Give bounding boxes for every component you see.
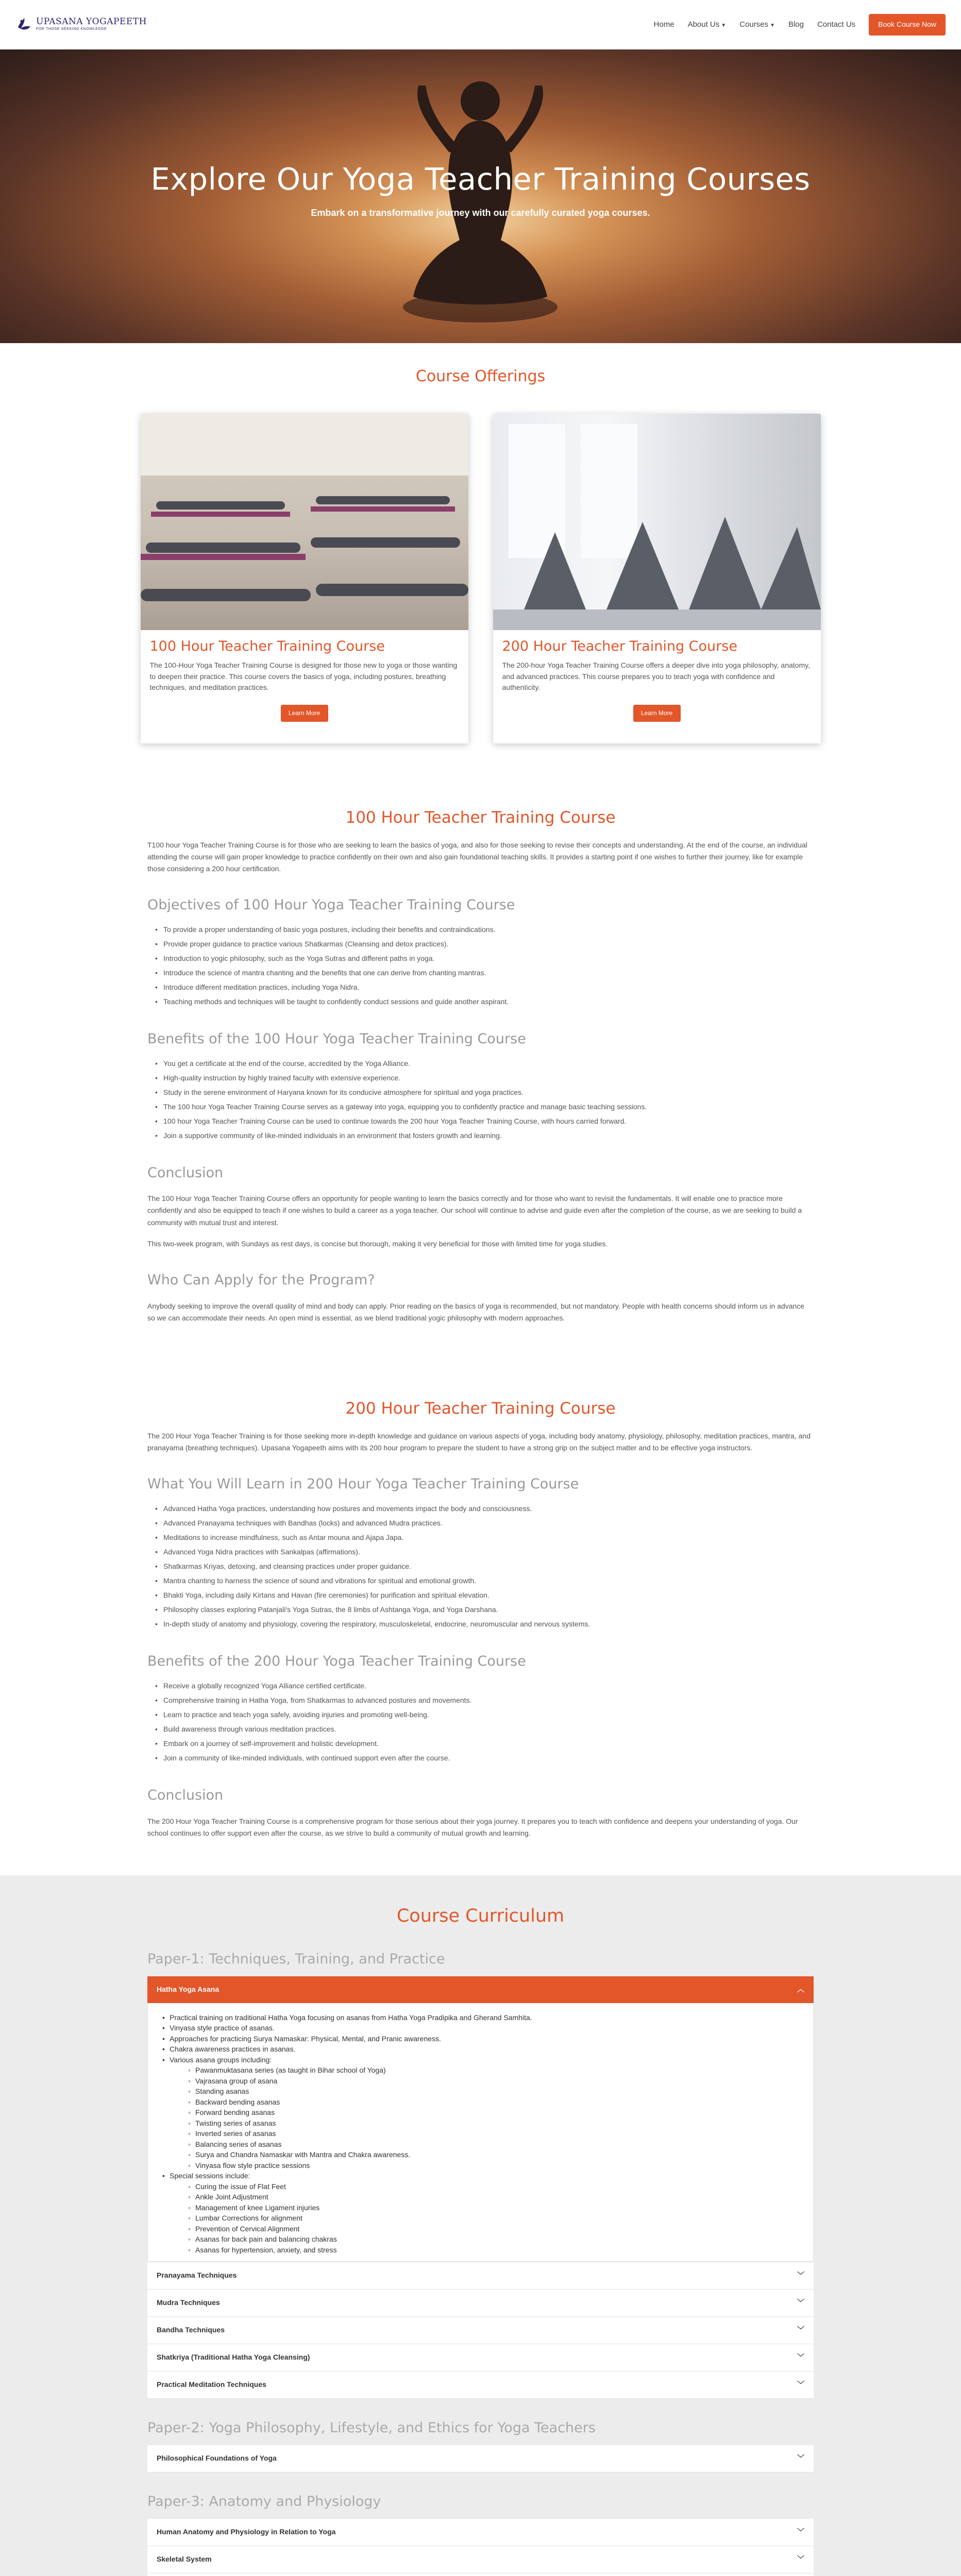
list-item: • Join a supportive community of like-minded individuals in an environment that fosters growth and learning. [155, 1128, 814, 1143]
accordion-label: Philosophical Foundations of Yoga [157, 2454, 277, 2463]
paper-3-title: Paper-3: Anatomy and Physiology [147, 2494, 381, 2510]
list-item: ◦ Pawanmuktasana series (as taught in Bihar school of Yoga) [188, 2065, 799, 2076]
list-item: • Provide proper guidance to practice various Shatkarmas (Cleansing and detox practices). [155, 937, 814, 951]
accordion-label: Practical Meditation Techniques [157, 2380, 266, 2389]
accordion-label: Human Anatomy and Physiology in Relation to Yoga [157, 2528, 336, 2536]
chevron-down-icon: ﹀ [797, 2298, 804, 2307]
accordion-header[interactable] [147, 2445, 814, 2472]
accordion-item [147, 2519, 814, 2546]
learn-200-list [147, 1501, 814, 1631]
chevron-down-icon: ﹀ [797, 2271, 804, 2280]
accordion-label: Mudra Techniques [157, 2298, 220, 2307]
accordion-header[interactable] [147, 2262, 814, 2289]
list-item: • Bhakti Yoga, including daily Kirtans and Havan (fire ceremonies) for purification and spiritual elevation. [155, 1588, 814, 1602]
accordion-header[interactable] [147, 2573, 814, 2576]
card-200-title: 200 Hour Teacher Training Course [502, 638, 737, 654]
list-item: • Chakra awareness practices in asanas. [162, 2044, 799, 2055]
list-item: • Advanced Hatha Yoga practices, understanding how postures and movements impact the body and consciousness. [155, 1501, 814, 1516]
list-item: ◦ Backward bending asanas [188, 2097, 799, 2108]
site-header [0, 0, 961, 49]
list-item: ◦ Management of knee Ligament injuries [188, 2202, 799, 2213]
accordion-item [147, 2371, 814, 2399]
list-item: • Mantra chanting to harness the science of sound and vibrations for spiritual and emotional growth. [155, 1573, 814, 1588]
accordion-item [147, 2573, 814, 2576]
list-item [162, 2171, 799, 2255]
chevron-down-icon: ﹀ [797, 2353, 804, 2362]
curriculum-title: Course Curriculum [396, 1905, 565, 1926]
list-item: • Advanced Yoga Nidra practices with Sankalpas (affirmations). [155, 1545, 814, 1559]
accordion-hatha-yoga-asana [147, 1976, 814, 2263]
list-item: • In-depth study of anatomy and physiology, covering the respiratory, musculoskeletal, endocrine, neuromuscular and nervous systems. [155, 1617, 814, 1631]
course-100-section [147, 805, 814, 1324]
savasana-class-image [141, 414, 468, 630]
list-item: • Learn to practice and teach yoga safely, avoiding injuries and promoting well-being. [155, 1707, 814, 1722]
accordion-header[interactable] [147, 2546, 814, 2573]
benefits-200-list [147, 1679, 814, 1765]
course-200-intro: The 200 Hour Yoga Teacher Training is for those seeking more in-depth knowledge and guidance on various aspects of yoga, including body anatomy, physiology, philosophy, meditation practices, mantra, and pranayama (breathing techniques). Upasana Yogapeeth aims with its 200 hour program to prepare the student to have a strong grip on the subject matter and to be effective yoga instructors. [147, 1431, 811, 1452]
list-item: • You get a certificate at the end of the course, accredited by the Yoga Alliance. [155, 1056, 814, 1071]
list-item: ◦ Forward bending asanas [188, 2107, 799, 2118]
list-item-label: Special sessions include: [170, 2172, 250, 2180]
list-item: • The 100 hour Yoga Teacher Training Course serves as a gateway into yoga, equipping you to confidently practice and manage basic teaching sessions. [155, 1099, 814, 1114]
chevron-down-icon: ﹀ [797, 2326, 804, 2334]
list-item: ◦ Vinyasa flow style practice sessions [188, 2160, 799, 2171]
list-item: • Vinyasa style practice of asanas. [162, 2023, 799, 2033]
nav-courses-label: Courses [739, 20, 769, 29]
list-item: • Introduce the science of mantra chanting and the benefits that one can derive from chanting mantras. [155, 965, 814, 980]
paper-1-title: Paper-1: Techniques, Training, and Practice [147, 1951, 445, 1967]
accordion-item [147, 2290, 814, 2317]
accordion-label: Shatkriya (Traditional Hatha Yoga Cleansing) [157, 2353, 310, 2362]
conclusion-100-title: Conclusion [147, 1164, 224, 1181]
list-item: • Meditations to increase mindfulness, such as Antar mouna and Ajapa Japa. [155, 1530, 814, 1545]
objectives-list [147, 922, 814, 1009]
card-100-title: 100 Hour Teacher Training Course [149, 638, 385, 654]
accordion-label: Pranayama Techniques [157, 2271, 237, 2280]
learn-200-title: What You Will Learn in 200 Hour Yoga Teacher Training Course [147, 1476, 579, 1492]
accordion-label: Bandha Techniques [157, 2326, 225, 2334]
accordion-content [147, 2003, 814, 2262]
list-item: • High-quality instruction by highly trained faculty with extensive experience. [155, 1071, 814, 1085]
accordion-header[interactable] [147, 2317, 814, 2344]
logo-name: UPASANA YOGAPEETH [36, 16, 147, 27]
nav-contact-us[interactable]: Contact Us [817, 20, 856, 29]
course-card-100 [141, 414, 468, 743]
learn-more-100-button[interactable]: Learn More [281, 705, 328, 722]
list-item: • Introduce different meditation practices, including Yoga Nidra. [155, 980, 814, 994]
nav-about-label: About Us [687, 20, 720, 29]
accordion-header[interactable] [147, 2344, 814, 2371]
course-offerings-section [0, 343, 961, 743]
list-item: • Introduction to yogic philosophy, such as the Yoga Sutras and different paths in yoga. [155, 951, 814, 965]
hero-title: Explore Our Yoga Teacher Training Courses [150, 161, 811, 197]
accordion-item [147, 2262, 814, 2290]
chevron-down-icon: ﹀ [797, 2380, 804, 2389]
chevron-down-icon: ﹀ [797, 2528, 804, 2536]
learn-more-200-button[interactable]: Learn More [633, 705, 681, 722]
conclusion-100-text: The 100 Hour Yoga Teacher Training Course offers an opportunity for people wanting to learn the basics correctly and for those who want to revisit the fundamentals. It will enable one to practice more confidently and also be equipped to teach if one wishes to build a career as a yoga teacher. Our school will continue to advise and guide even after the completion of the course, as we are seeking to build a community with mutual trust and interest. [147, 1194, 802, 1227]
hero-subtitle: Embark on a transformative journey with our carefully curated yoga courses. [311, 207, 650, 218]
accordion-item [147, 2344, 814, 2371]
who-can-apply-title: Who Can Apply for the Program? [147, 1272, 375, 1288]
list-item-label: Various asana groups including: [170, 2055, 272, 2064]
course-100-title: 100 Hour Teacher Training Course [345, 808, 616, 827]
hero-banner [0, 49, 961, 343]
list-item: ◦ Curing the issue of Flat Feet [188, 2181, 799, 2192]
nav-home[interactable]: Home [653, 20, 675, 29]
accordion-header[interactable] [147, 2519, 814, 2546]
benefits-100-title: Benefits of the 100 Hour Yoga Teacher Training Course [147, 1030, 526, 1047]
nav-courses[interactable] [739, 19, 775, 30]
list-item: • Teaching methods and techniques will be taught to confidently conduct sessions and guide another aspirant. [155, 994, 814, 1009]
offerings-title: Course Offerings [415, 367, 546, 385]
course-100-intro: T100 hour Yoga Teacher Training Course is for those who are seeking to learn the basics of yoga, and also for those seeking to revise their concepts and understanding. At the end of the course, an individual attending the course will gain proper knowledge to practice confidently on their own and also gain foundational teaching skills. It provides a starting point if one wishes to further their journey, like for example those considering a 200 hour certification. [147, 840, 807, 873]
chevron-down-icon: ▼ [721, 23, 727, 29]
list-item: ◦ Surya and Chandra Namaskar with Mantra and Chakra awareness. [188, 2149, 799, 2160]
conclusion-100-text-2: This two-week program, with Sundays as rest days, is concise but thorough, making it very beneficial for those with limited time for yoga studies. [147, 1239, 608, 1248]
list-item: • Comprehensive training in Hatha Yoga, from Shatkarmas to advanced postures and movements. [155, 1693, 814, 1707]
list-item: • Build awareness through various meditation practices. [155, 1722, 814, 1736]
list-item: ◦ Balancing series of asanas [188, 2139, 799, 2150]
curriculum-section [0, 1875, 961, 2576]
list-item: • Advanced Pranayama techniques with Bandhas (locks) and advanced Mudra practices. [155, 1516, 814, 1530]
list-item: • Embark on a journey of self-improvement and holistic development. [155, 1736, 814, 1751]
list-item: ◦ Asanas for hypertension, anxiety, and stress [188, 2245, 799, 2256]
site-logo[interactable] [15, 16, 147, 33]
accordion-header[interactable] [147, 1976, 814, 2003]
list-item: • Study in the serene environment of Haryana known for its conducive atmosphere for spiritual and yoga practices. [155, 1085, 814, 1099]
list-item: ◦ Prevention of Cervical Alignment [188, 2224, 799, 2234]
list-item: ◦ Asanas for back pain and balancing chakras [188, 2234, 799, 2245]
list-item: ◦ Inverted series of asanas [188, 2128, 799, 2139]
list-item: • To provide a proper understanding of basic yoga postures, including their benefits and contraindications. [155, 922, 814, 937]
chevron-down-icon: ﹀ [797, 2555, 804, 2564]
lotus-logo-icon [15, 16, 33, 33]
chevron-down-icon: ﹀ [797, 2454, 804, 2463]
accordion-header[interactable] [147, 2371, 814, 2398]
accordion-label: Hatha Yoga Asana [157, 1985, 220, 1993]
list-item: • 100 hour Yoga Teacher Training Course can be used to continue towards the 200 hour Yoga Teacher Training Course, with hours carried forward. [155, 1114, 814, 1128]
course-200-section [147, 1396, 814, 1839]
book-course-button[interactable]: Book Course Now [869, 14, 946, 36]
accordion-label: Skeletal System [157, 2555, 212, 2564]
list-item: ◦ Standing asanas [188, 2086, 799, 2097]
main-nav [654, 14, 946, 36]
list-item: ◦ Lumbar Corrections for alignment [188, 2213, 799, 2224]
list-item: ◦ Vajrasana group of asana [188, 2076, 799, 2087]
list-item: • Approaches for practicing Surya Namaskar: Physical, Mental, and Pranic awareness. [162, 2033, 799, 2044]
who-can-apply-text: Anybody seeking to improve the overall quality of mind and body can apply. Prior reading on the basics of yoga is recommended, but not mandatory. People with health concerns should inform us in advance so we can accommodate their needs. An open mind is essential, as we blend traditional yogic philosophy with modern approaches. [147, 1301, 804, 1322]
nav-about-us[interactable] [688, 19, 727, 30]
conclusion-200-title: Conclusion [147, 1787, 224, 1803]
nav-blog[interactable]: Blog [788, 20, 804, 29]
logo-tagline: FOR THOSE SEEKING KNOWLEDGE [36, 27, 107, 31]
accordion-item [147, 2546, 814, 2573]
card-200-text: The 200-hour Yoga Teacher Training Course offers a deeper dive into yoga philosophy, anatomy, and advanced practices. This course prepares you to teach yoga with confidence and authenticity. [502, 660, 810, 692]
course-card-200 [493, 414, 821, 743]
benefits-100-list [147, 1056, 814, 1143]
list-item [162, 2055, 799, 2171]
list-item: • Receive a globally recognized Yoga Alliance certified certificate. [155, 1679, 814, 1693]
list-item: • Practical training on traditional Hatha Yoga focusing on asanas from Hatha Yoga Pradipika and Gherand Samhita. [162, 2012, 799, 2023]
accordion-item [147, 2445, 814, 2472]
list-item: ◦ Twisting series of asanas [188, 2118, 799, 2129]
course-200-title: 200 Hour Teacher Training Course [345, 1399, 616, 1418]
list-item: • Shatkarmas Kriyas, detoxing, and cleansing practices under proper guidance. [155, 1559, 814, 1573]
benefits-200-title: Benefits of the 200 Hour Yoga Teacher Training Course [147, 1653, 526, 1669]
chevron-down-icon: ▼ [770, 23, 775, 29]
conclusion-200-text: The 200 Hour Yoga Teacher Training Course is a comprehensive program for those serious about their yoga journey. It prepares you to teach with confidence and deepens your understanding of yoga. Our school continues to offer support even after the course, as we strive to build a community of mutual growth and learning. [147, 1817, 798, 1837]
list-item: • Philosophy classes exploring Patanjali's Yoga Sutras, the 8 limbs of Ashtanga Yoga, and Yoga Darshana. [155, 1602, 814, 1617]
paper-2-title: Paper-2: Yoga Philosophy, Lifestyle, and Ethics for Yoga Teachers [147, 2420, 596, 2436]
accordion-item [147, 2317, 814, 2344]
list-item: ◦ Ankle Joint Adjustment [188, 2192, 799, 2202]
accordion-header[interactable] [147, 2290, 814, 2316]
chevron-up-icon: ︿ [797, 1985, 804, 1993]
objectives-title: Objectives of 100 Hour Yoga Teacher Training Course [147, 896, 515, 913]
downward-dog-class-image [493, 414, 821, 630]
list-item: • Join a community of like-minded individuals, with continued support even after the course. [155, 1751, 814, 1765]
card-100-text: The 100-Hour Yoga Teacher Training Course is designed for those new to yoga or those wanting to deepen their practice. This course covers the basics of yoga, including postures, breathing techniques, and meditation practices. [149, 660, 458, 692]
